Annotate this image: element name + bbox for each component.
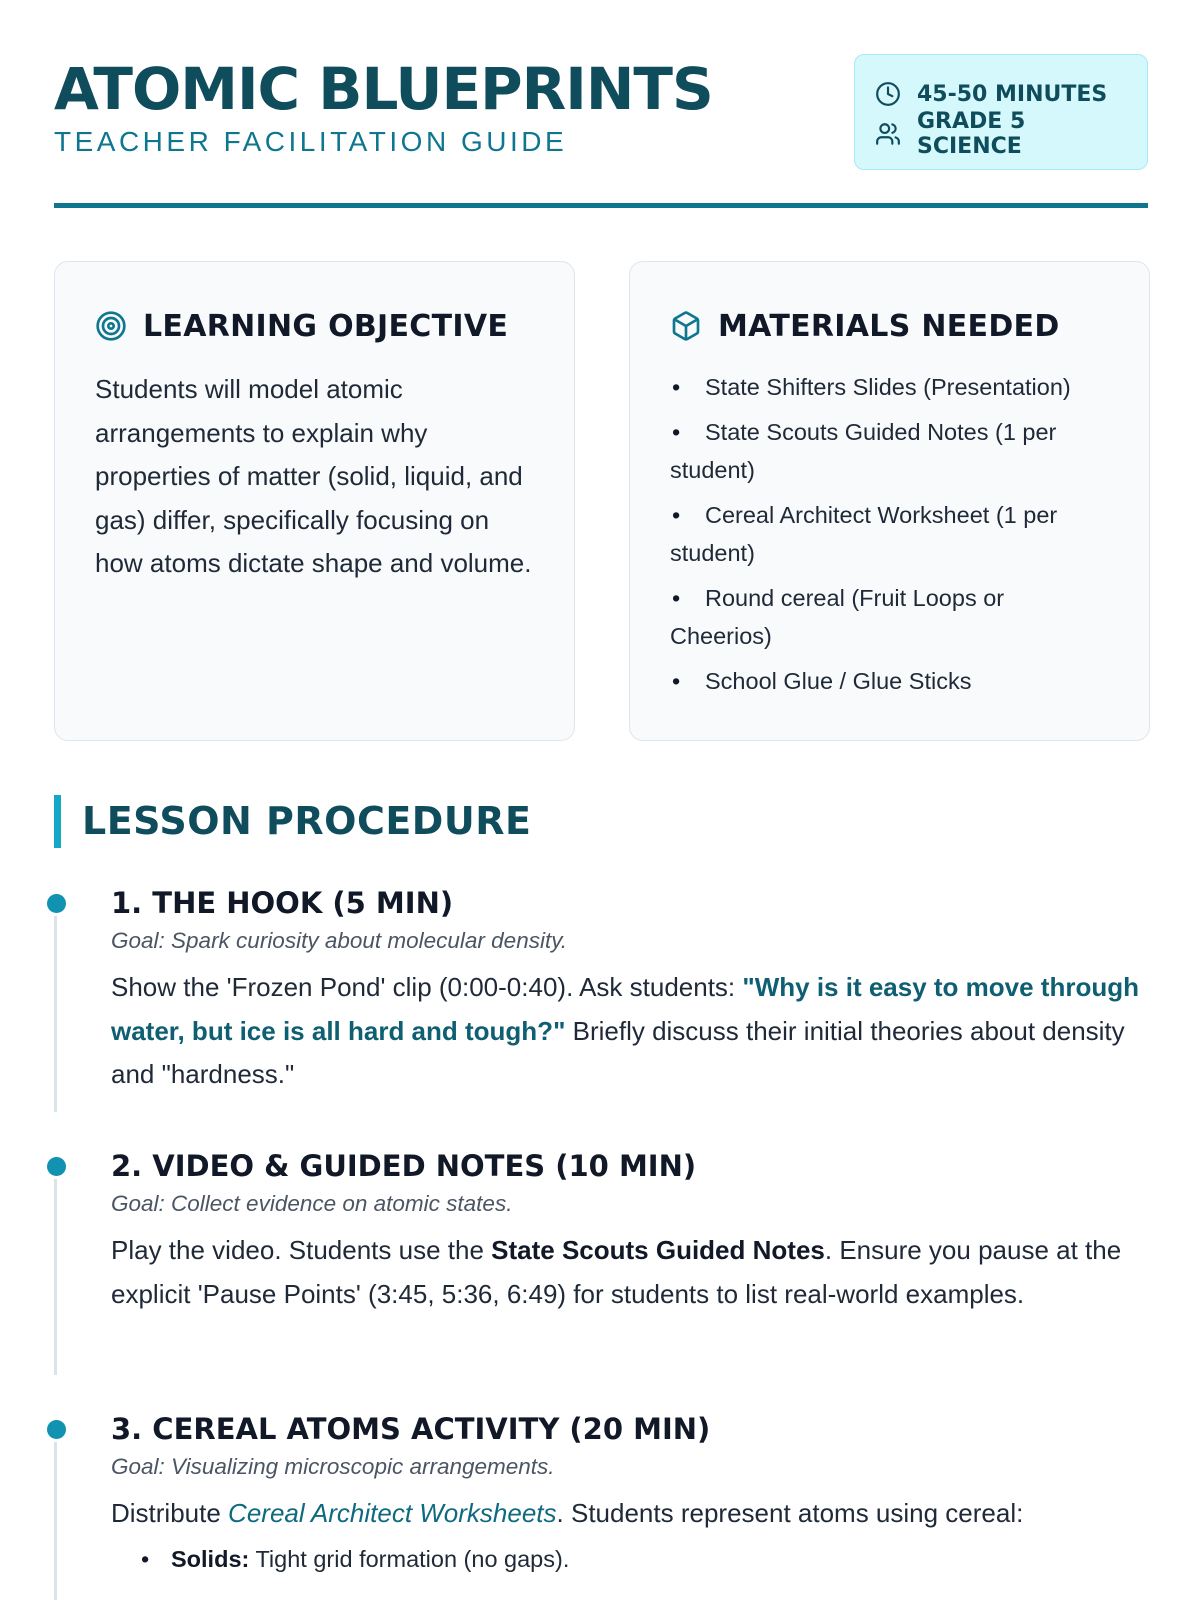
- step-title: 2. VIDEO & GUIDED NOTES (10 MIN): [111, 1149, 697, 1183]
- list-item: • School Glue / Glue Sticks: [670, 662, 1109, 700]
- state-label: Solids:: [171, 1545, 250, 1572]
- procedure-step-2: [54, 1149, 1148, 1316]
- step-material-name: State Scouts Guided Notes: [491, 1235, 825, 1265]
- objective-header: [95, 306, 534, 346]
- lesson-info-badge: [854, 54, 1148, 170]
- list-item: [141, 1540, 1148, 1578]
- timeline-line: [54, 1442, 57, 1600]
- list-item: • State Shifters Slides (Presentation): [670, 368, 1109, 406]
- materials-card: [629, 261, 1150, 741]
- step-body: [111, 885, 1148, 1097]
- materials-header: [670, 306, 1109, 346]
- objective-title: LEARNING OBJECTIVE: [143, 308, 509, 344]
- timeline-dot: [47, 1157, 66, 1176]
- page-subtitle: TEACHER FACILITATION GUIDE: [54, 126, 568, 157]
- grade-row: [875, 109, 1127, 159]
- grade-text: GRADE 5 SCIENCE: [917, 109, 1026, 159]
- procedure-step-3: [54, 1412, 1148, 1578]
- procedure-step-1: [54, 886, 1148, 1097]
- list-item: • Cereal Architect Worksheet (1 per student): [670, 496, 1109, 572]
- step-text: [111, 966, 1148, 1097]
- step-body: [111, 1148, 1148, 1316]
- step-text-part: Play the video. Students use the: [111, 1235, 492, 1265]
- page-title: ATOMIC BLUEPRINTS: [54, 55, 713, 123]
- list-item: • State Scouts Guided Notes (1 per student): [670, 413, 1109, 489]
- duration-row: [875, 74, 1127, 114]
- materials-title: MATERIALS NEEDED: [718, 308, 1060, 344]
- step-text-part: Show the 'Frozen Pond' clip (0:00-0:40). Ask students:: [111, 972, 743, 1002]
- step-goal: Goal: Spark curiosity about molecular density.: [111, 928, 568, 953]
- timeline-line: [54, 1179, 57, 1375]
- timeline-dot: [47, 894, 66, 913]
- step-question: "Why is it easy to move through water, but ice is all hard and tough?": [111, 972, 1139, 1046]
- cube-icon: [670, 310, 702, 342]
- step-text-part: Distribute: [111, 1498, 229, 1528]
- worksheet-link[interactable]: Cereal Architect Worksheets: [228, 1498, 557, 1528]
- step-goal: Goal: Collect evidence on atomic states.: [111, 1191, 513, 1216]
- objective-text: Students will model atomic arrangements to explain why properties of matter (solid, liquid, and gas) differ, specifically focusing on how atoms dictate shape and volume.: [95, 374, 532, 578]
- step-text-part: . Ensure you pause at the explicit 'Pause Points' (3:45, 5:36, 6:49) for students to list real-world examples.: [111, 1235, 1122, 1309]
- timeline-line: [54, 916, 57, 1112]
- step-text-part: Briefly discuss their initial theories about density and "hardness.": [111, 1015, 1125, 1089]
- list-item: • Round cereal (Fruit Loops or Cheerios): [670, 579, 1109, 655]
- state-description: Tight grid formation (no gaps).: [249, 1545, 570, 1572]
- timeline-dot: [47, 1420, 66, 1439]
- step-title: 3. CEREAL ATOMS ACTIVITY (20 MIN): [111, 1412, 711, 1446]
- page-header: [54, 54, 1148, 208]
- step-goal: Goal: Visualizing microscopic arrangements.: [111, 1454, 555, 1479]
- procedure-title: LESSON PROCEDURE: [54, 795, 531, 848]
- clock-icon: [875, 81, 901, 107]
- step-body: [111, 1411, 1148, 1578]
- target-icon: [95, 310, 127, 342]
- step-text: [111, 1492, 1148, 1536]
- step-text: [111, 1229, 1148, 1316]
- step-title: 1. THE HOOK (5 MIN): [111, 886, 454, 920]
- step-text-part: . Students represent atoms using cereal:: [556, 1498, 1024, 1528]
- users-icon: [875, 121, 901, 147]
- duration-text: 45-50 MINUTES: [917, 81, 1108, 107]
- state-list: [141, 1540, 1148, 1578]
- materials-list: [670, 368, 1109, 700]
- learning-objective-card: [54, 261, 575, 741]
